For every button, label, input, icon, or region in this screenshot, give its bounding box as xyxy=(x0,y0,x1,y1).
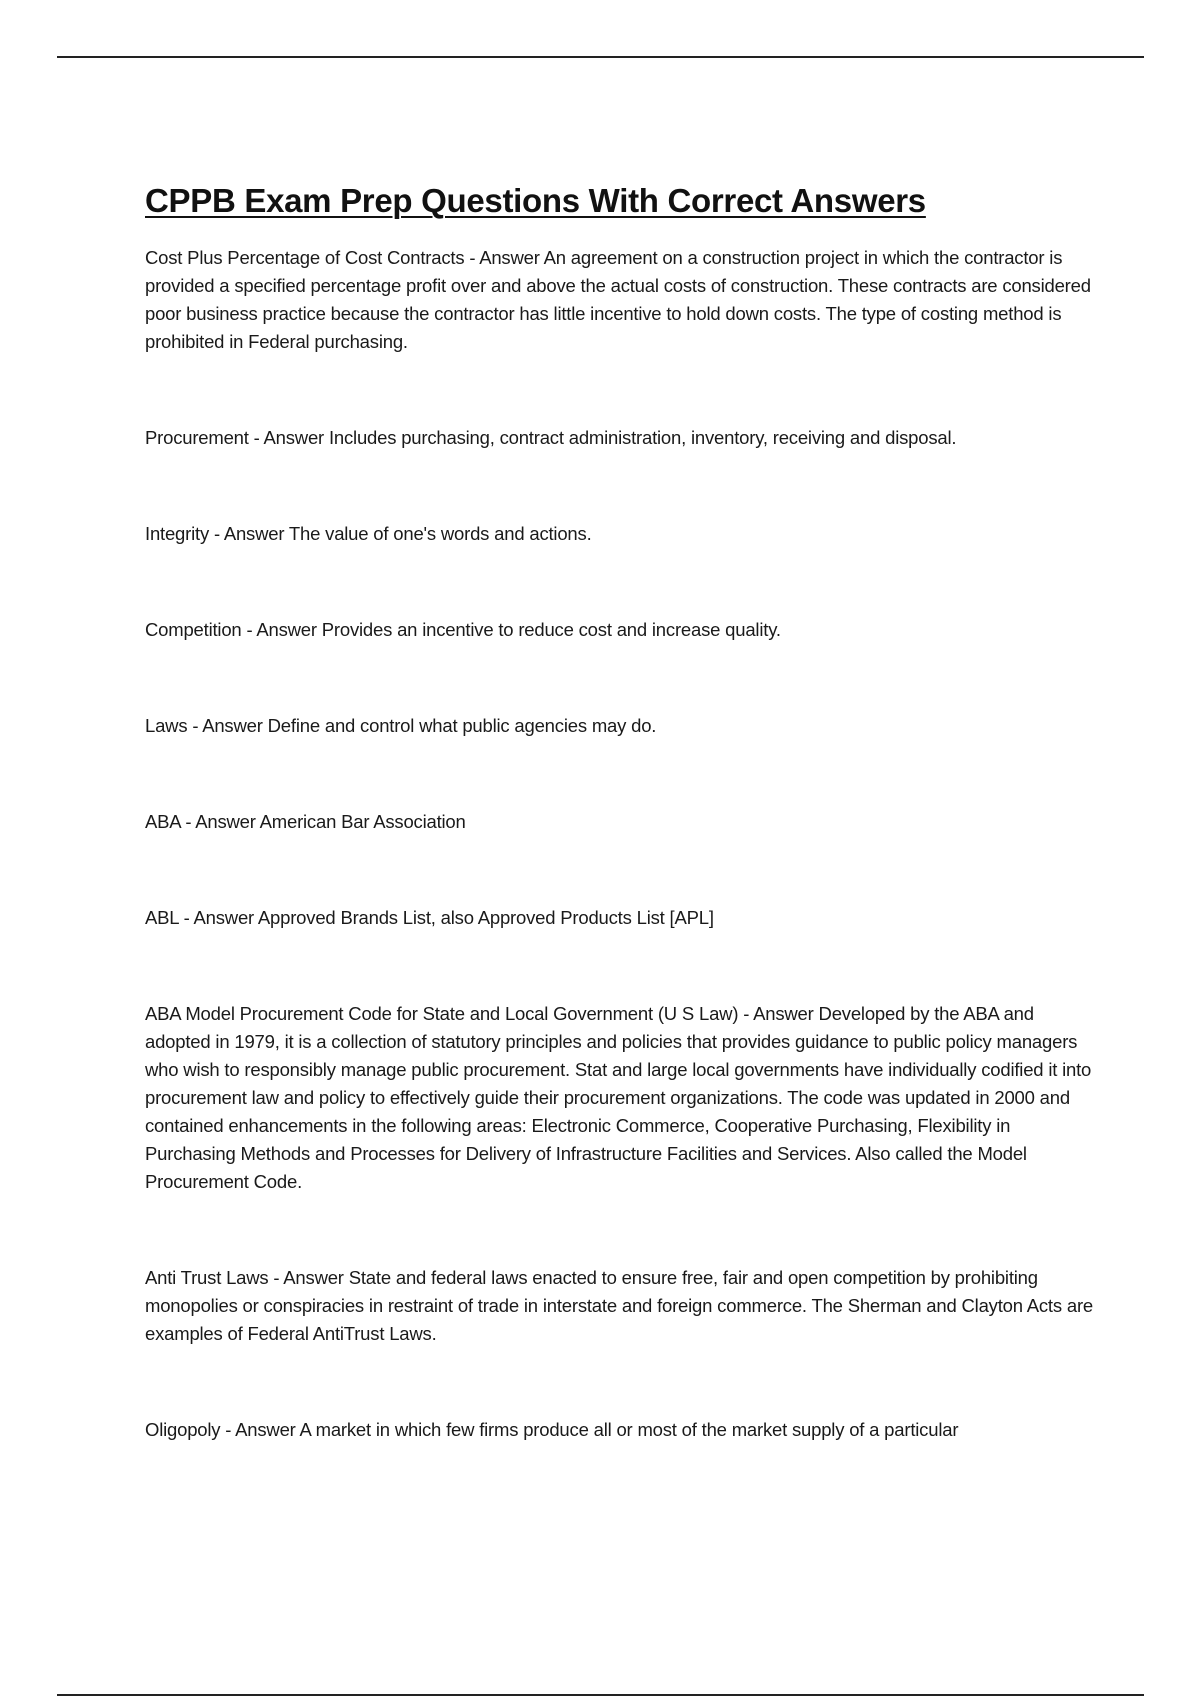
entry-list xyxy=(145,244,1095,1444)
entry-abl: ABL - Answer Approved Brands List, also Approved Products List [APL] xyxy=(145,907,714,928)
entry-procurement: Procurement - Answer Includes purchasing, contract administration, inventory, receiving and disposal. xyxy=(145,427,957,448)
entry-integrity: Integrity - Answer The value of one's words and actions. xyxy=(145,523,592,544)
entry-laws: Laws - Answer Define and control what public agencies may do. xyxy=(145,715,657,736)
entry-model-procurement-code: ABA Model Procurement Code for State and Local Government (U S Law) - Answer Developed by the ABA and adopted in 1979, it is a collection of statutory principles and policies that provides guidance to public policy managers who wish to responsibly manage public procurement. Stat and large local governments have individually codified it into procurement law and policy to effectively guide their procurement organizations. The code was updated in 2000 and contained enhancements in the following areas: Electronic Commerce, Cooperative Purchasing, Flexibility in Purchasing Methods and Processes for Delivery of Infrastructure Facilities and Services. Also called the Model Procurement Code. xyxy=(145,1003,1092,1192)
footer-rule xyxy=(57,1694,1144,1696)
entry-competition: Competition - Answer Provides an incentive to reduce cost and increase quality. xyxy=(145,619,781,640)
entry-anti-trust-laws: Anti Trust Laws - Answer State and federal laws enacted to ensure free, fair and open competition by prohibiting monopolies or conspiracies in restraint of trade in interstate and foreign commerce. The Sherman and Clayton Acts are examples of Federal AntiTrust Laws. xyxy=(145,1267,1094,1344)
document-title: CPPB Exam Prep Questions With Correct Answers xyxy=(145,182,926,219)
entry-cost-plus: Cost Plus Percentage of Cost Contracts - Answer An agreement on a construction project in which the contractor is provided a specified percentage profit over and above the actual costs of construction. These contracts are considered poor business practice because the contractor has little incentive to hold down costs. The type of costing method is prohibited in Federal purchasing. xyxy=(145,247,1091,352)
document-body xyxy=(145,178,1095,1512)
header-rule xyxy=(57,56,1144,58)
entry-oligopoly: Oligopoly - Answer A market in which few firms produce all or most of the market supply of a particular xyxy=(145,1419,959,1440)
entry-aba: ABA - Answer American Bar Association xyxy=(145,811,466,832)
